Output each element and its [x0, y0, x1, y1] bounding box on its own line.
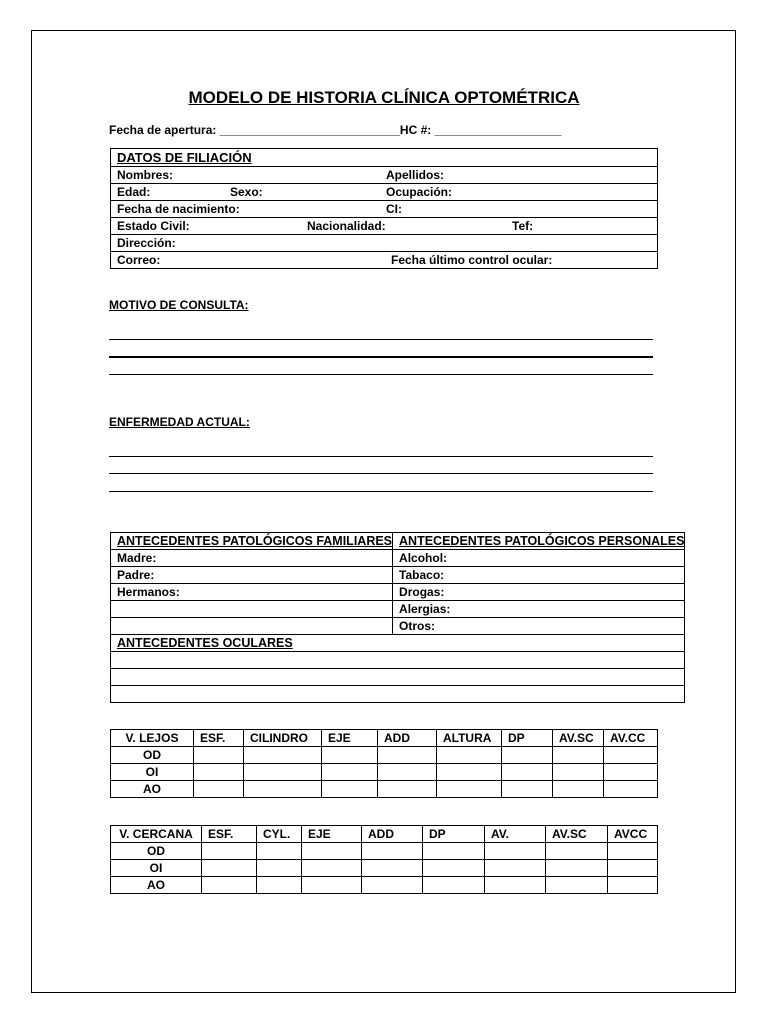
familiares-heading: ANTECEDENTES PATOLÓGICOS FAMILIARES	[111, 533, 393, 550]
lejos-row-od	[111, 747, 658, 764]
lejos-cell[interactable]	[502, 747, 553, 764]
cercana-cell[interactable]	[423, 860, 485, 877]
oculares-heading: ANTECEDENTES OCULARES	[111, 635, 685, 652]
lejos-cell[interactable]	[604, 781, 658, 798]
personal-tabaco[interactable]: Tabaco:	[393, 567, 685, 584]
fecha-nacimiento-label: Fecha de nacimiento:	[117, 202, 240, 216]
familiar-madre[interactable]: Madre:	[111, 550, 393, 567]
cercana-row-od	[111, 843, 658, 860]
lejos-cell[interactable]	[194, 747, 244, 764]
cercana-cell[interactable]	[362, 877, 423, 894]
ultimo-control-label: Fecha último control ocular:	[391, 253, 553, 267]
cercana-cell[interactable]	[302, 877, 362, 894]
oculares-row-1[interactable]	[111, 652, 685, 669]
ci-label: CI:	[386, 202, 402, 216]
personal-drogas[interactable]: Drogas:	[393, 584, 685, 601]
cercana-cell[interactable]	[202, 877, 257, 894]
cercana-cell[interactable]	[546, 860, 608, 877]
header-line	[109, 123, 561, 137]
hc-field[interactable]: ___________________	[434, 123, 562, 137]
personal-alcohol[interactable]: Alcohol:	[393, 550, 685, 567]
cercana-header-vcercana: V. CERCANA	[111, 826, 202, 843]
enfermedad-heading: ENFERMEDAD ACTUAL:	[109, 415, 250, 429]
cercana-cell[interactable]	[302, 860, 362, 877]
motivo-heading: MOTIVO DE CONSULTA:	[109, 298, 249, 312]
cercana-cell[interactable]	[608, 877, 658, 894]
cercana-eye-od: OD	[111, 843, 202, 860]
lejos-header-dp: DP	[502, 730, 553, 747]
lejos-cell[interactable]	[322, 747, 378, 764]
ocupacion-label: Ocupación:	[386, 185, 453, 199]
lejos-header-esf: ESF.	[194, 730, 244, 747]
oculares-row-3[interactable]	[111, 686, 685, 703]
lejos-cell[interactable]	[437, 781, 502, 798]
enfermedad-line-2[interactable]	[109, 473, 653, 474]
correo-label: Correo:	[117, 253, 161, 267]
lejos-header-row	[111, 730, 658, 747]
oculares-row-2[interactable]	[111, 669, 685, 686]
lejos-cell[interactable]	[244, 764, 322, 781]
lejos-header-eje: EJE	[322, 730, 378, 747]
filiacion-heading: DATOS DE FILIACIÓN	[111, 149, 658, 167]
lejos-eye-ao: AO	[111, 781, 194, 798]
lejos-cell[interactable]	[378, 764, 437, 781]
familiar-hermanos[interactable]: Hermanos:	[111, 584, 393, 601]
row-correo[interactable]	[111, 252, 658, 269]
motivo-line-1[interactable]	[109, 339, 653, 340]
lejos-cell[interactable]	[378, 747, 437, 764]
cercana-cell[interactable]	[423, 843, 485, 860]
lejos-header-altura: ALTURA	[437, 730, 502, 747]
cercana-cell[interactable]	[608, 843, 658, 860]
direccion-label: Dirección:	[117, 236, 176, 250]
lejos-cell[interactable]	[553, 781, 604, 798]
lejos-cell[interactable]	[437, 764, 502, 781]
lejos-eye-oi: OI	[111, 764, 194, 781]
enfermedad-line-1[interactable]	[109, 456, 653, 457]
lejos-cell[interactable]	[553, 747, 604, 764]
filiacion-table	[110, 148, 658, 269]
cercana-row-ao	[111, 877, 658, 894]
row-fecha-nacimiento[interactable]	[111, 201, 658, 218]
motivo-line-3[interactable]	[109, 374, 653, 375]
fecha-apertura-label: Fecha de apertura:	[109, 123, 217, 137]
familiar-blank-2[interactable]	[111, 618, 393, 635]
cercana-cell[interactable]	[485, 843, 546, 860]
estado-civil-label: Estado Civil:	[117, 219, 190, 233]
lejos-cell[interactable]	[244, 747, 322, 764]
cercana-cell[interactable]	[362, 860, 423, 877]
cercana-eye-ao: AO	[111, 877, 202, 894]
cercana-cell[interactable]	[485, 860, 546, 877]
cercana-header-avcc: AVCC	[608, 826, 658, 843]
lejos-cell[interactable]	[322, 781, 378, 798]
cercana-header-cyl: CYL.	[257, 826, 302, 843]
lejos-cell[interactable]	[604, 764, 658, 781]
cercana-cell[interactable]	[302, 843, 362, 860]
apellidos-label: Apellidos:	[386, 168, 445, 182]
cercana-cell[interactable]	[608, 860, 658, 877]
lejos-cell[interactable]	[437, 747, 502, 764]
lejos-header-add: ADD	[378, 730, 437, 747]
fecha-apertura-field[interactable]: ___________________________	[219, 123, 400, 137]
lejos-header-vlejos: V. LEJOS	[111, 730, 194, 747]
personal-otros[interactable]: Otros:	[393, 618, 685, 635]
cercana-header-add: ADD	[362, 826, 423, 843]
cercana-cell[interactable]	[202, 843, 257, 860]
personal-alergias[interactable]: Alergias:	[393, 601, 685, 618]
cercana-cell[interactable]	[362, 843, 423, 860]
row-estado-civil[interactable]	[111, 218, 658, 235]
antecedentes-table	[110, 532, 685, 703]
cercana-header-eje: EJE	[302, 826, 362, 843]
cercana-cell[interactable]	[202, 860, 257, 877]
cercana-eye-oi: OI	[111, 860, 202, 877]
vision-lejos-table	[110, 729, 658, 798]
cercana-cell[interactable]	[257, 860, 302, 877]
lejos-cell[interactable]	[502, 764, 553, 781]
nombres-label: Nombres:	[117, 168, 174, 182]
cercana-cell[interactable]	[423, 877, 485, 894]
cercana-cell[interactable]	[485, 877, 546, 894]
cercana-row-oi	[111, 860, 658, 877]
cercana-header-dp: DP	[423, 826, 485, 843]
motivo-line-2[interactable]	[109, 356, 653, 358]
lejos-cell[interactable]	[194, 781, 244, 798]
cercana-cell[interactable]	[546, 877, 608, 894]
cercana-header-av: AV.	[485, 826, 546, 843]
lejos-row-ao	[111, 781, 658, 798]
cercana-header-avsc: AV.SC	[546, 826, 608, 843]
familiar-blank-1[interactable]	[111, 601, 393, 618]
lejos-cell[interactable]	[194, 764, 244, 781]
lejos-eye-od: OD	[111, 747, 194, 764]
row-nombres[interactable]	[111, 167, 658, 184]
familiar-padre[interactable]: Padre:	[111, 567, 393, 584]
cercana-cell[interactable]	[257, 843, 302, 860]
lejos-header-cilindro: CILINDRO	[244, 730, 322, 747]
sexo-label: Sexo:	[230, 185, 263, 199]
lejos-cell[interactable]	[604, 747, 658, 764]
row-edad[interactable]	[111, 184, 658, 201]
vision-cercana-table	[110, 825, 658, 894]
edad-label: Edad:	[117, 185, 151, 199]
lejos-cell[interactable]	[322, 764, 378, 781]
cercana-cell[interactable]	[257, 877, 302, 894]
cercana-cell[interactable]	[546, 843, 608, 860]
row-direccion[interactable]	[111, 235, 658, 252]
lejos-header-avcc: AV.CC	[604, 730, 658, 747]
document-title: MODELO DE HISTORIA CLÍNICA OPTOMÉTRICA	[188, 88, 580, 107]
hc-label: HC #:	[399, 123, 432, 137]
nacionalidad-label: Nacionalidad:	[307, 219, 386, 233]
lejos-cell[interactable]	[502, 781, 553, 798]
personales-heading: ANTECEDENTES PATOLÓGICOS PERSONALES	[393, 533, 685, 550]
cercana-header-row	[111, 826, 658, 843]
enfermedad-line-3[interactable]	[109, 491, 653, 492]
cercana-header-esf: ESF.	[202, 826, 257, 843]
tef-label: Tef:	[512, 219, 534, 233]
lejos-cell[interactable]	[244, 781, 322, 798]
lejos-row-oi	[111, 764, 658, 781]
lejos-cell[interactable]	[378, 781, 437, 798]
lejos-header-avsc: AV.SC	[553, 730, 604, 747]
lejos-cell[interactable]	[553, 764, 604, 781]
